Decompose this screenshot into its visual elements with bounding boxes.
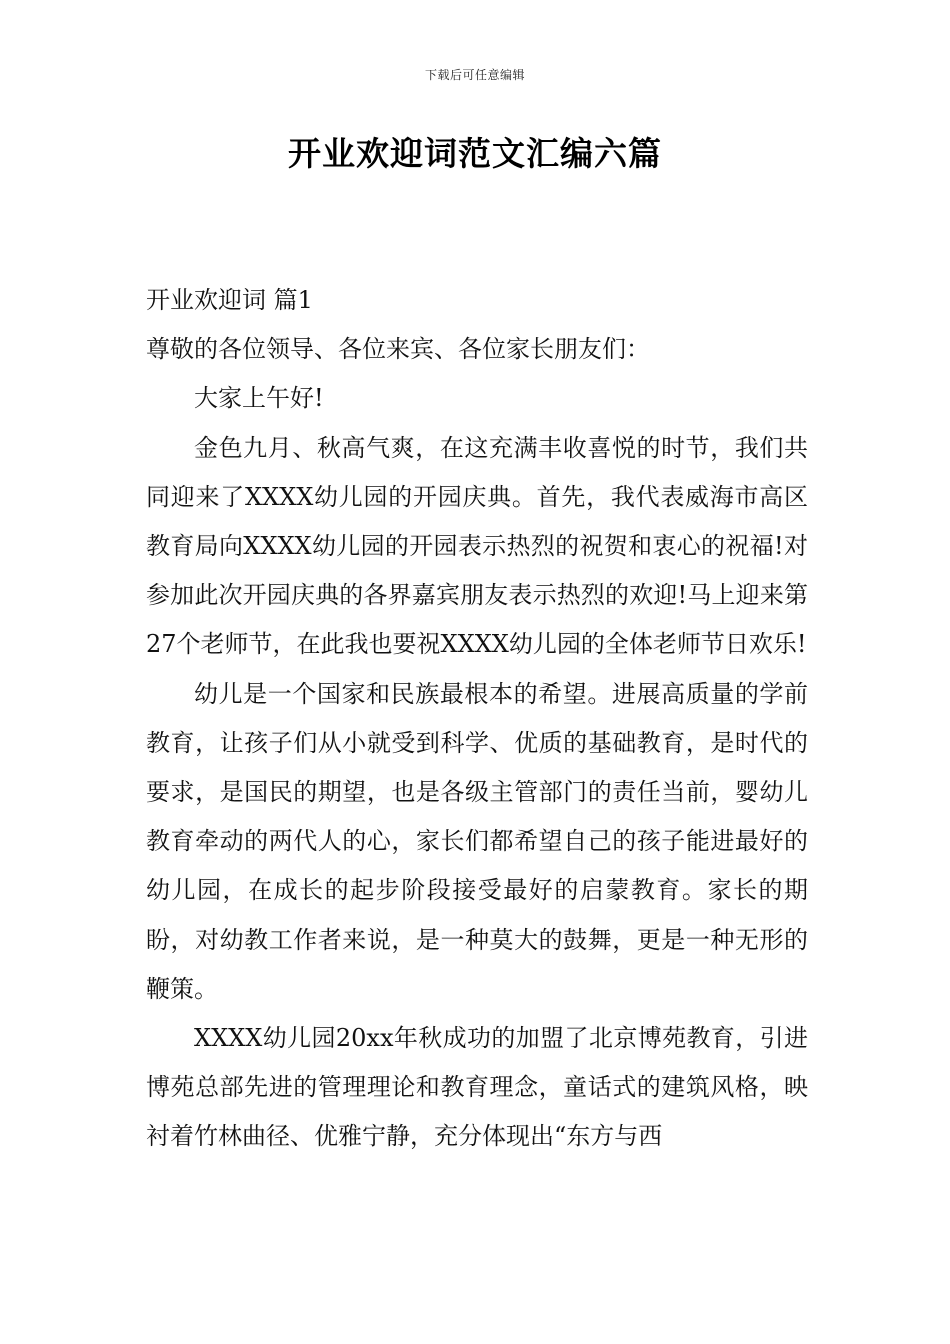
greeting: 大家上午好! — [194, 384, 324, 413]
salutation: 尊敬的各位领导、各位来宾、各位家长朋友们： — [146, 335, 650, 364]
paragraph: 金色九月、秋高气爽，在这充满丰收喜悦的时节，我们共同迎来了XXXX幼儿园的开园庆典。首先，我代表威海市高区教育局向XXXX幼儿园的开园表示热烈的祝贺和衷心的祝福!对参加此次开园庆典的各界嘉宾朋友表示热烈的欢迎!马上迎来第27个老师节，在此我也要祝XXXX幼儿园的全体老师节日欢乐! — [146, 433, 808, 659]
paragraph: XXXX幼儿园20xx年秋成功的加盟了北京博苑教育，引进博苑总部先进的管理理论和教育理念，童话式的建筑风格，映衬着竹林曲径、优雅宁静，充分体现出“东方与西 — [146, 1024, 808, 1151]
section-heading: 开业欢迎词 篇1 — [146, 286, 313, 314]
paragraph: 幼儿是一个国家和民族最根本的希望。进展高质量的学前教育，让孩子们从小就受到科学、优质的基础教育，是时代的要求，是国民的期望，也是各级主管部门的责任当前，婴幼儿教育牵动的两代人的心，家长们都希望自己的孩子能进最好的幼儿园，在成长的起步阶段接受最好的启蒙教育。家长的期盼，对幼教工作者来说，是一种莫大的鼓舞，更是一种无形的鞭策。 — [146, 679, 808, 1003]
document-title: 开业欢迎词范文汇编六篇 — [288, 134, 662, 173]
header-note: 下载后可任意编辑 — [424, 68, 525, 82]
document-body — [146, 276, 808, 1162]
